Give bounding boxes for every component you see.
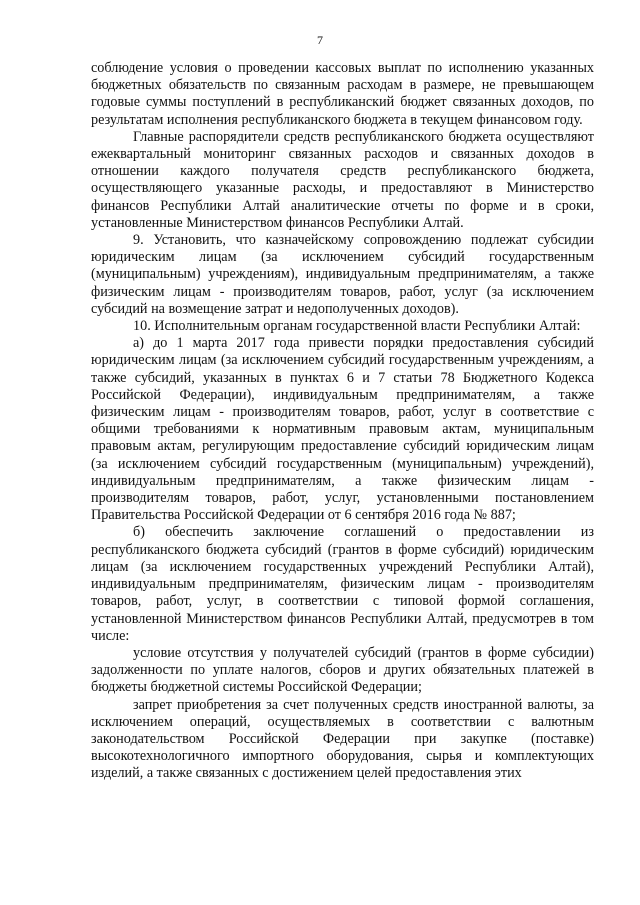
paragraph-monitoring: Главные распорядители средств республиканского бюджета осуществляют ежеквартальный мониторинг связанных расходов и связанных доходов в отношении каждого получателя средств республиканского бюджета, осуществляющего указанные расходы, и предоставляют в Министерство финансов Республики Алтай аналитические отчеты по форме и в сроки, установленные Министерством финансов Республики Алтай. xyxy=(91,128,594,231)
paragraph-budget-conditions: соблюдение условия о проведении кассовых выплат по исполнению указанных бюджетных обязательств по связанным расходам в размере, не превышающем годовые суммы поступлений в республиканский бюджет связанных доходов, по результатам исполнения республиканского бюджета в текущем финансовом году. xyxy=(91,60,594,128)
paragraph-subitem-a: а) до 1 марта 2017 года привести порядки предоставления субсидий юридическим лицам (за исключением субсидий государственным учреждениям, а также субсидий, указанных в пунктах 6 и 7 статьи 78 Бюджетного Кодекса Российской Федерации), индивидуальным предпринимателям, а также физическим лицам - производителям товаров, работ, услуг в соответствие с общими требованиями к нормативным правовым актам, муниципальным правовым актам, регулирующим предоставление субсидий юридическим лицам (за исключением субсидий государственным (муниципальным) учреждений), индивидуальным предпринимателям, а также физическим лицам - производителям товаров, работ, услуг, установленными постановлением Правительства Российской Федерации от 6 сентября 2016 года № 887; xyxy=(91,335,594,524)
page-number: 7 xyxy=(317,33,323,47)
paragraph-item-10: 10. Исполнительным органам государственной власти Республики Алтай: xyxy=(133,318,581,335)
paragraph-item-9: 9. Установить, что казначейскому сопровождению подлежат субсидии юридическим лицам (за исключением субсидий государственным (муниципальным) учреждениям), индивидуальным предпринимателям, а также физическим лицам - производителям товаров, работ, услуг (за исключением субсидий на возмещение затрат и недополученных доходов). xyxy=(91,232,594,317)
document-body xyxy=(91,60,594,783)
paragraph-currency-ban: запрет приобретения за счет полученных средств иностранной валюты, за исключением операций, осуществляемых в соответствии с валютным законодательством Российской Федерации при закупке (поставке) высокотехнологичного импортного оборудования, сырья и комплектующих изделий, а также связанных с достижением целей предоставления этих xyxy=(91,696,594,782)
paragraph-subitem-b: б) обеспечить заключение соглашений о предоставлении из республиканского бюджета субсидий (грантов в форме субсидий) юридическим лицам (за исключением государственных учреждений Республики Алтай), индивидуальным предпринимателям, физическим лицам - производителям товаров, работ, услуг, в соответствии с типовой формой соглашения, установленной Министерством финансов Республики Алтай, предусмотрев в том числе: xyxy=(91,524,594,644)
paragraph-no-debt-condition: условие отсутствия у получателей субсидий (грантов в форме субсидии) задолженности по уплате налогов, сборов и других обязательных платежей в бюджеты бюджетной системы Российской Федерации; xyxy=(91,644,594,696)
